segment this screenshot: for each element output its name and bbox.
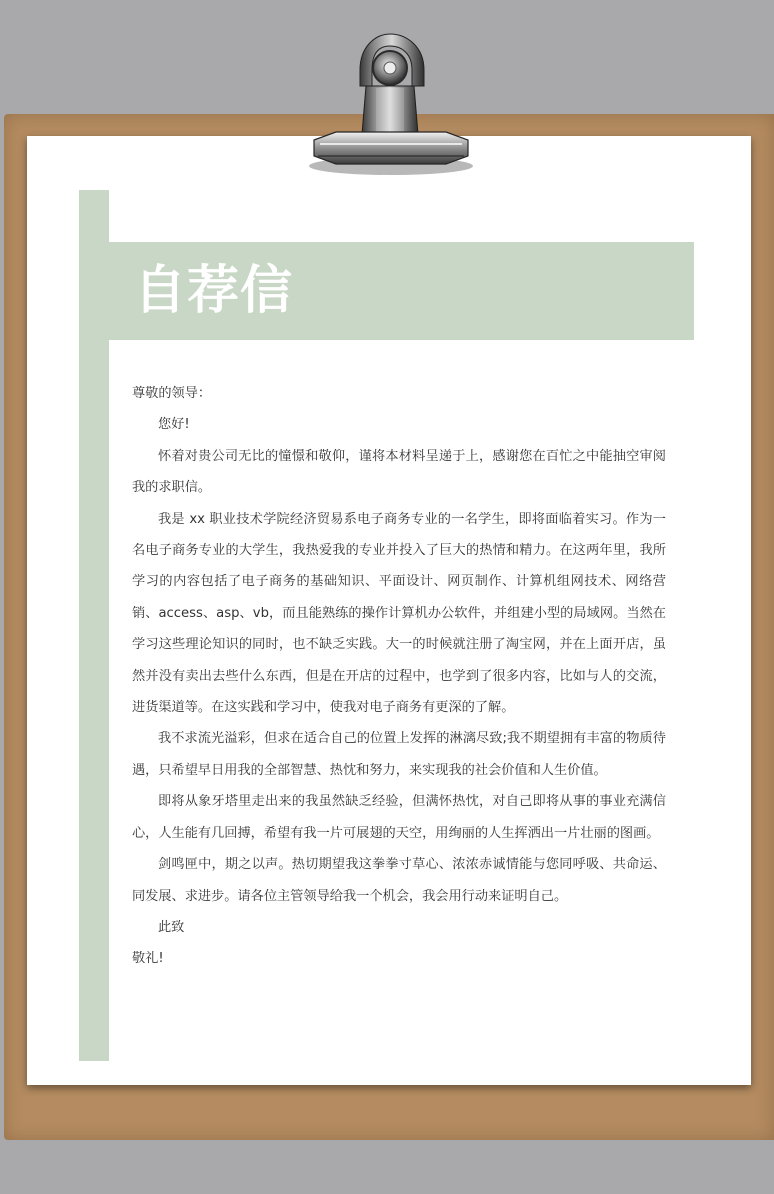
- letter-body: [132, 378, 666, 975]
- accent-bar: [79, 190, 109, 1061]
- paragraph-2: 我是 xx 职业技术学院经济贸易系电子商务专业的一名学生，即将面临着实习。作为一名电子商务专业的大学生，我热爱我的专业并投入了巨大的热情和精力。在这两年里，我所学习的内容包括了电子商务的基础知识、平面设计、网页制作、计算机组网技术、网络营销、access、asp、vb，而且能熟练的操作计算机办公软件，并组建小型的局域网。当然在学习这些理论知识的同时，也不缺乏实践。大一的时候就注册了淘宝网，并在上面开店，虽然并没有卖出去些什么东西，但是在开店的过程中，也学到了很多内容，比如与人的交流，进货渠道等。在这实践和学习中，使我对电子商务有更深的了解。: [132, 511, 666, 716]
- letter-title: 自荐信: [134, 261, 294, 321]
- closing-phrase: 此致: [158, 919, 185, 935]
- closing-salute: 敬礼!: [132, 951, 164, 967]
- greeting: 您好!: [158, 417, 190, 433]
- paragraph-4: 即将从象牙塔里走出来的我虽然缺乏经验，但满怀热忱，对自己即将从事的事业充满信心，人生能有几回搏，希望有我一片可展翅的天空，用绚丽的人生挥洒出一片壮丽的图画。: [132, 794, 666, 841]
- salutation: 尊敬的领导：: [132, 386, 212, 401]
- paragraph-1: 怀着对贵公司无比的憧憬和敬仰，谨将本材料呈递于上，感谢您在百忙之中能抽空审阅我的求职信。: [132, 448, 666, 496]
- paragraph-3: 我不求流光溢彩，但求在适合自己的位置上发挥的淋漓尽致;我不期望拥有丰富的物质待遇，只希望早日用我的全部智慧、热忱和努力，来实现我的社会价值和人生价值。: [132, 731, 666, 778]
- paragraph-5: 剑鸣匣中，期之以声。热切期望我这拳拳寸草心、浓浓赤诚情能与您同呼吸、共命运、同发展、求进步。请各位主管领导给我一个机会，我会用行动来证明自己。: [132, 857, 666, 904]
